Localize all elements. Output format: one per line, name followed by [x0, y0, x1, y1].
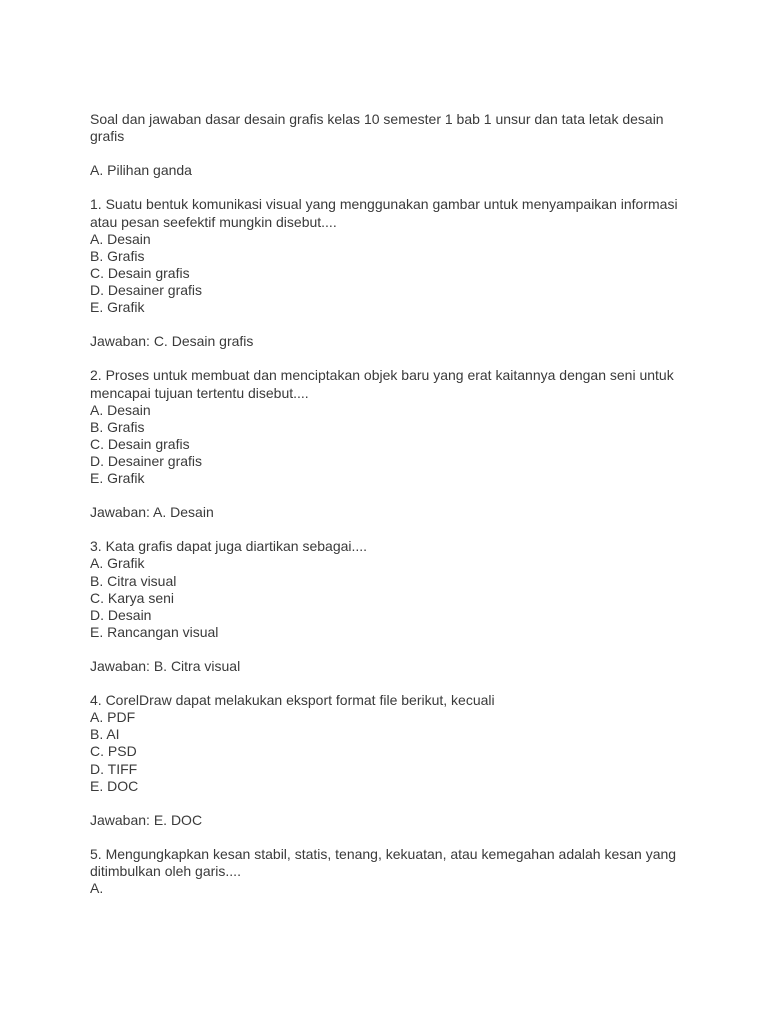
option-e: E. Grafik [90, 299, 145, 316]
question-1 [90, 196, 680, 367]
option-a: A. [90, 880, 104, 897]
spacer [90, 675, 680, 692]
option-d: D. Desain [90, 606, 152, 623]
spacer [90, 179, 680, 196]
option-d: D. TIFF [90, 760, 138, 777]
answer-text: Jawaban: B. Citra visual [90, 658, 241, 674]
option-c: C. Karya seni [90, 589, 175, 606]
spacer [90, 145, 680, 162]
spacer [90, 521, 680, 538]
question-text: 5. Mengungkapkan kesan stabil, statis, tenang, kekuatan, atau kemegahan adalah kesan yang ditimbulkan oleh garis.... [90, 846, 677, 880]
option-c: C. Desain grafis [90, 264, 190, 281]
document-body [90, 111, 680, 897]
question-text: 2. Proses untuk membuat dan menciptakan objek baru yang erat kaitannya dengan seni untuk mencapai tujuan tertentu disebut.... [90, 367, 674, 401]
spacer [90, 350, 680, 367]
option-b: B. AI [90, 726, 120, 743]
option-c: C. PSD [90, 743, 137, 760]
option-e: E. Grafik [90, 469, 145, 486]
option-a: A. Desain [90, 401, 151, 418]
option-d: D. Desainer grafis [90, 281, 203, 298]
question-2 [90, 367, 680, 538]
spacer [90, 829, 680, 846]
question-3 [90, 538, 680, 692]
question-4 [90, 692, 680, 846]
spacer [90, 316, 680, 333]
answer-text: Jawaban: E. DOC [90, 811, 203, 828]
option-d: D. Desainer grafis [90, 452, 203, 469]
option-a: A. Grafik [90, 555, 145, 572]
option-b: B. Grafis [90, 247, 145, 264]
question-text: 1. Suatu bentuk komunikasi visual yang menggunakan gambar untuk menyampaikan informasi atau pesan seefektif mungkin disebut.... [90, 196, 678, 230]
option-b: B. Grafis [90, 418, 145, 435]
answer-text: Jawaban: C. Desain grafis [90, 333, 254, 350]
option-e: E. Rancangan visual [90, 623, 219, 640]
question-text: 3. Kata grafis dapat juga diartikan sebagai.... [90, 538, 368, 555]
question-text: 4. CorelDraw dapat melakukan eksport format file berikut, kecuali [90, 692, 495, 709]
spacer [90, 795, 680, 812]
spacer [90, 641, 680, 658]
option-c: C. Desain grafis [90, 435, 190, 452]
option-e: E. DOC [90, 777, 139, 794]
spacer [90, 487, 680, 504]
option-a: A. PDF [90, 709, 136, 726]
section-heading: A. Pilihan ganda [90, 162, 192, 179]
document-title: Soal dan jawaban dasar desain grafis kelas 10 semester 1 bab 1 unsur dan tata letak desain grafis [90, 111, 664, 145]
answer-text: Jawaban: A. Desain [90, 504, 214, 521]
option-a: A. Desain [90, 230, 151, 247]
question-5 [90, 846, 680, 897]
option-b: B. Citra visual [90, 572, 177, 589]
